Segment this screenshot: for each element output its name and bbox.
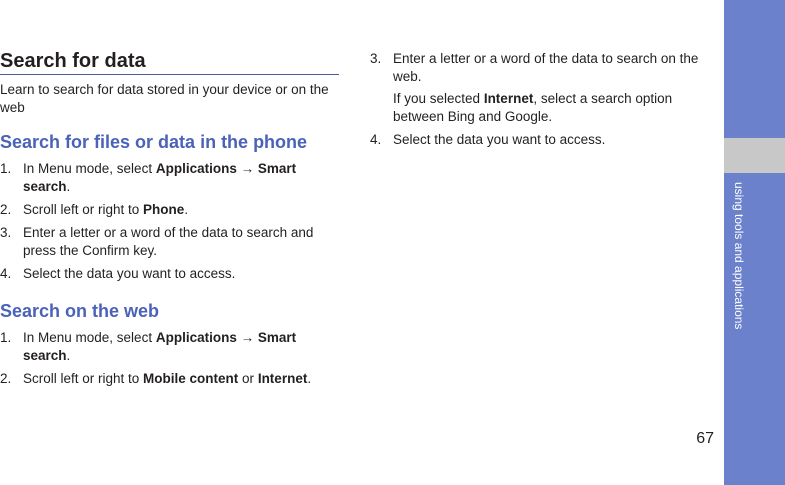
step-note: If you selected Internet, select a search option between Bing and Google.: [393, 91, 673, 124]
list-item: 2. Scroll left or right to Phone.: [0, 202, 189, 217]
subsection-title-web: Search on the web: [0, 301, 160, 321]
section-intro: Learn to search for data stored in your device or on the web: [0, 82, 329, 115]
chapter-tab-top: [724, 0, 785, 138]
step-number: 4.: [0, 266, 12, 281]
step-number: 3.: [0, 225, 12, 240]
web-steps-list-left: [0, 329, 339, 393]
list-item: 4. Select the data you want to access.: [0, 266, 236, 281]
step-number: 2.: [0, 371, 12, 386]
phone-steps-list: [0, 160, 339, 288]
step-number: 4.: [370, 132, 382, 147]
step-number: 2.: [0, 202, 12, 217]
title-divider: [0, 74, 339, 75]
list-item: 3. Enter a letter or a word of the data to search on the web. If you selected Internet, select a search option between Bing and Google.: [370, 50, 705, 126]
web-steps-list-right: [370, 50, 705, 154]
chapter-tab-marker: [724, 138, 785, 173]
list-item: 2. Scroll left or right to Mobile content or Internet.: [0, 371, 312, 386]
page-number: 67: [696, 430, 714, 447]
step-number: 3.: [370, 51, 382, 66]
section-title: Search for data: [0, 50, 146, 72]
step-number: 1.: [0, 161, 12, 176]
step-number: 1.: [0, 330, 12, 345]
chapter-label: using tools and applications: [732, 182, 746, 330]
list-item: 4. Select the data you want to access.: [370, 132, 606, 147]
subsection-title-phone: Search for files or data in the phone: [0, 132, 308, 152]
list-item: 1. In Menu mode, select Applications → Smart search.: [0, 161, 297, 194]
list-item: 3. Enter a letter or a word of the data to search and press the Confirm key.: [0, 225, 314, 258]
list-item: 1. In Menu mode, select Applications → Smart search.: [0, 330, 297, 363]
